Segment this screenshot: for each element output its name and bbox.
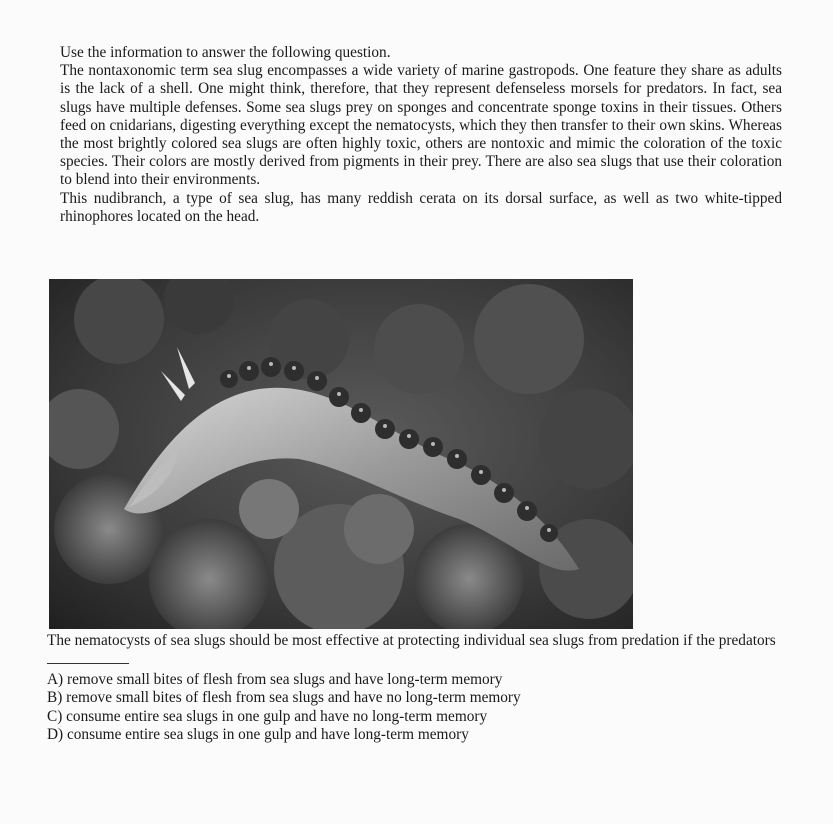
figure-caption: This nudibranch, a type of sea slug, has many reddish cerata on its dorsal surface, as well as two white-tipped rhinophores located on the head. [60, 189, 782, 225]
option-text: remove small bites of flesh from sea slugs and have long-term memory [66, 671, 503, 688]
option-text: consume entire sea slugs in one gulp and have no long-term memory [66, 707, 488, 725]
option-letter: D) [47, 726, 64, 744]
question-block [47, 632, 777, 745]
option-letter: A) [47, 671, 64, 688]
question-stem [47, 632, 777, 669]
option-c[interactable] [47, 708, 777, 726]
option-text: consume entire sea slugs in one gulp and have long-term memory [66, 726, 469, 744]
instruction-text: Use the information to answer the following question. [60, 44, 391, 61]
passage-block [60, 44, 782, 226]
answer-options [47, 671, 777, 745]
option-b[interactable] [47, 689, 777, 707]
answer-blank [47, 651, 129, 664]
nudibranch-photo [49, 279, 633, 629]
option-letter: B) [47, 689, 63, 707]
option-text: remove small bites of flesh from sea slugs and have no long-term memory [66, 689, 521, 707]
passage-text: The nontaxonomic term sea slug encompasses a wide variety of marine gastropods. One feature they share as adults is the lack of a shell. One might think, therefore, that they represent defenseless morsels for predators. In fact, sea slugs have multiple defenses. Some sea slugs prey on sponges and concentrate sponge toxins in their tissues. Others feed on cnidarians, digesting everything except the nematocysts, which they then transfer to their own skins. Whereas the most brightly colored sea slugs are often highly toxic, others are nontoxic and mimic the coloration of the toxic species. Their colors are mostly derived from pigments in their prey. There are also sea slugs that use their coloration to blend into their environments. [60, 62, 782, 189]
question-stem-text: The nematocysts of sea slugs should be most effective at protecting individual sea slugs from predation if the predators [47, 632, 776, 649]
option-d[interactable] [47, 726, 777, 744]
option-a[interactable] [47, 671, 777, 689]
option-letter: C) [47, 707, 63, 725]
